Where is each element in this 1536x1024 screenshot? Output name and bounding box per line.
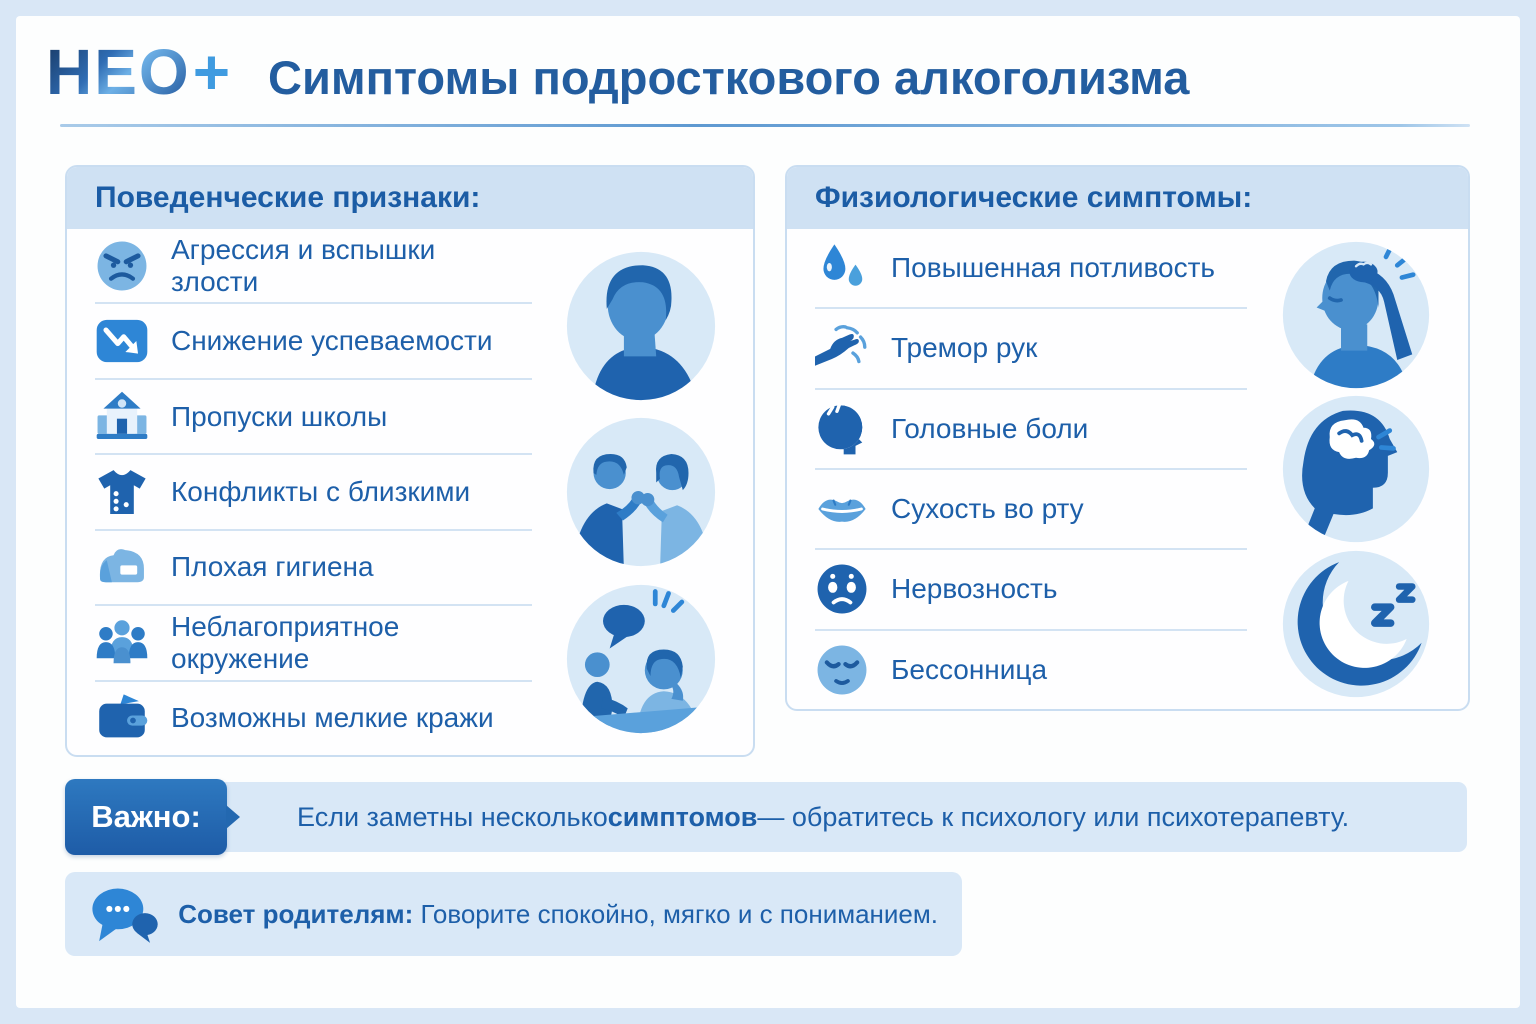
item-label: Плохая гигиена <box>171 551 374 583</box>
item-label: Сухость во рту <box>891 493 1084 525</box>
behavioral-panel <box>65 165 755 757</box>
infographic-page <box>16 16 1520 1008</box>
logo <box>46 36 233 108</box>
list-item <box>95 455 532 530</box>
head-with-brain-illustration <box>1281 394 1431 544</box>
tshirt-icon <box>95 465 149 519</box>
item-label: Снижение успеваемости <box>171 325 493 357</box>
list-item <box>815 390 1247 470</box>
list-item <box>815 470 1247 550</box>
list-item <box>815 550 1247 630</box>
item-label: Возможны мелкие кражи <box>171 702 494 734</box>
physiological-item-list <box>787 229 1247 709</box>
physiological-panel-title: Физиологические симптомы: <box>787 167 1468 229</box>
dry-lips-icon <box>815 482 869 536</box>
hand-on-head-illustration <box>1281 240 1431 390</box>
worried-face-icon <box>815 562 869 616</box>
list-item <box>95 304 532 379</box>
behavioral-illustrations <box>538 229 753 755</box>
declining-chart-icon <box>95 314 149 368</box>
list-item <box>95 682 532 755</box>
important-text: Если заметны несколько симптомов — обратитесь к психологу или психотерапевту. <box>297 801 1350 832</box>
item-label: Неблагоприятное окружение <box>171 610 400 674</box>
wallet-icon <box>95 691 149 745</box>
list-item <box>95 229 532 304</box>
soap-icon <box>95 540 149 594</box>
list-item <box>95 380 532 455</box>
list-item <box>95 606 532 681</box>
sweat-drops-icon <box>815 241 869 295</box>
physiological-panel <box>785 165 1470 711</box>
parents-tip-text: Совет родителям: Говорите спокойно, мягко и с пониманием. <box>178 898 938 929</box>
header-divider <box>60 124 1470 127</box>
item-label: Конфликты с близкими <box>171 475 471 507</box>
logo-plus-icon: + <box>192 36 233 108</box>
important-banner <box>65 779 1467 855</box>
physiological-illustrations <box>1253 229 1468 709</box>
page-title: Симптомы подросткового алкоголизма <box>268 51 1190 104</box>
important-label: Важно: <box>65 779 227 855</box>
item-label: Пропуски школы <box>171 400 388 432</box>
list-item <box>815 631 1247 709</box>
list-item <box>815 309 1247 389</box>
behavioral-item-list <box>67 229 532 755</box>
trembling-hand-icon <box>815 321 869 375</box>
item-label: Агрессия и вспышки злости <box>171 233 436 297</box>
item-label: Бессонница <box>891 653 1048 685</box>
item-label: Нервозность <box>891 573 1058 605</box>
parents-tip-band <box>65 872 962 956</box>
behavioral-panel-title: Поведенческие признаки: <box>67 167 753 229</box>
school-icon <box>95 390 149 444</box>
parents-tip-label: Совет родителям: <box>178 898 414 929</box>
insomnia-face-icon <box>815 643 869 697</box>
item-label: Тремор рук <box>891 332 1038 364</box>
list-item <box>95 531 532 606</box>
headache-head-icon <box>815 402 869 456</box>
list-item <box>815 229 1247 309</box>
moon-zzz-illustration <box>1281 549 1431 699</box>
parent-child-talk-illustration <box>565 583 717 735</box>
teen-profile-illustration <box>565 250 717 402</box>
item-label: Повышенная потливость <box>891 252 1216 284</box>
angry-face-icon <box>95 239 149 293</box>
chat-bubbles-icon <box>89 878 160 950</box>
logo-text: НЕО <box>46 36 191 108</box>
item-label: Головные боли <box>891 412 1089 444</box>
arguing-couple-illustration <box>565 416 717 568</box>
people-group-icon <box>95 616 149 670</box>
